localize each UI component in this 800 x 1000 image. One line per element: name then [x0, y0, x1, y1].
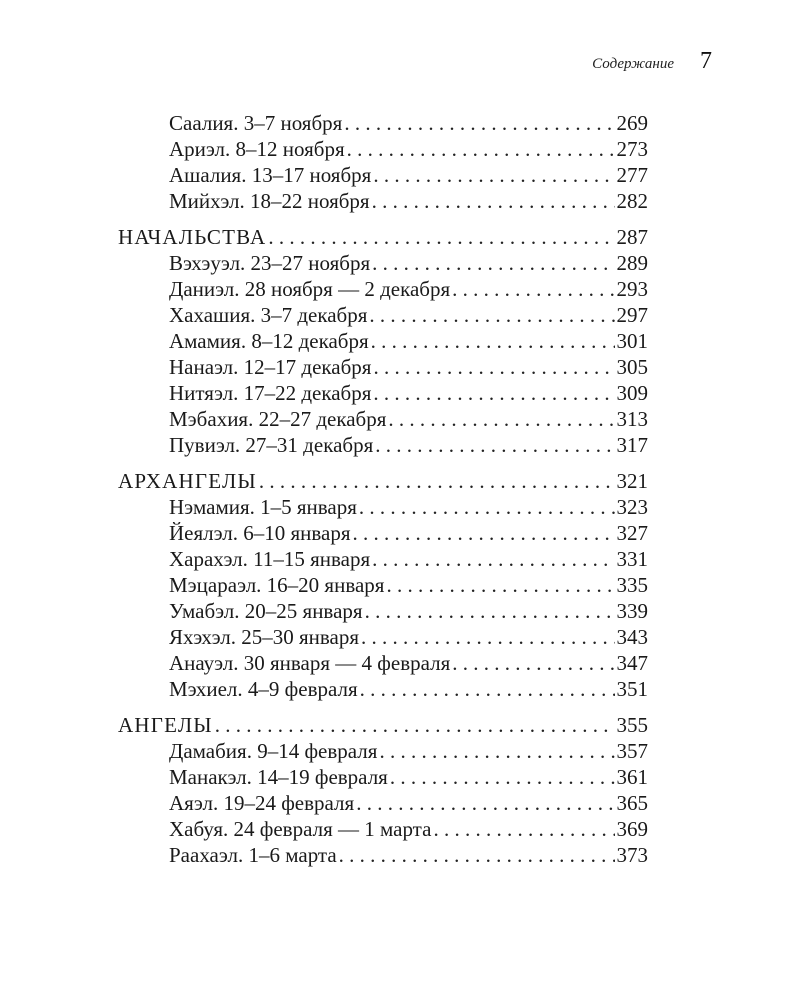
toc-entry-title: Пувиэл. 27–31 декабря: [169, 433, 374, 457]
toc-entry-title: Харахэл. 11–15 января: [169, 547, 371, 571]
toc-page-number: 335: [616, 573, 648, 597]
toc-entry[interactable]: [118, 624, 648, 650]
dot-leader: [347, 136, 615, 162]
toc-entry[interactable]: [118, 432, 648, 458]
toc-entry-title: Умабэл. 20–25 января: [169, 599, 363, 623]
dot-leader: [359, 494, 615, 520]
toc-entry[interactable]: [118, 380, 648, 406]
toc-entry[interactable]: [118, 188, 648, 214]
dot-leader: [259, 468, 615, 494]
toc-entry-title: АРХАНГЕЛЫ: [118, 469, 257, 493]
toc-entry-title: Дамабия. 9–14 февраля: [169, 739, 378, 763]
toc-page-number: 339: [616, 599, 648, 623]
toc-entry-title: Раахаэл. 1–6 марта: [169, 843, 337, 867]
toc-entry[interactable]: [118, 494, 648, 520]
toc-entry[interactable]: [118, 842, 648, 868]
toc-page-number: 351: [616, 677, 648, 701]
toc-entry[interactable]: [118, 790, 648, 816]
toc-entry-title: Вэхэуэл. 23–27 ноября: [169, 251, 371, 275]
toc-page-number: 305: [616, 355, 648, 379]
toc-page-number: 373: [616, 843, 648, 867]
toc-entry[interactable]: [118, 136, 648, 162]
dot-leader: [344, 110, 614, 136]
toc-entry-title: Нанаэл. 12–17 декабря: [169, 355, 372, 379]
toc-page-number: 293: [616, 277, 648, 301]
toc-entry-title: Ашалия. 13–17 ноября: [169, 163, 372, 187]
toc-entry[interactable]: [118, 302, 648, 328]
dot-leader: [365, 598, 615, 624]
toc-entry-title: Ариэл. 8–12 ноября: [169, 137, 345, 161]
dot-leader: [353, 520, 615, 546]
dot-leader: [372, 546, 614, 572]
dot-leader: [379, 738, 614, 764]
toc-entry[interactable]: [118, 676, 648, 702]
dot-leader: [356, 790, 614, 816]
dot-leader: [433, 816, 614, 842]
dot-leader: [373, 380, 614, 406]
toc-section-group: [118, 712, 648, 868]
toc-page-number: 361: [616, 765, 648, 789]
toc-page-number: 321: [616, 469, 648, 493]
toc-entry[interactable]: [118, 406, 648, 432]
dot-leader: [360, 676, 615, 702]
toc-page-number: 327: [616, 521, 648, 545]
running-title: Содержание: [592, 56, 674, 72]
toc-entry-title: Яхэхэл. 25–30 января: [169, 625, 360, 649]
dot-leader: [371, 328, 615, 354]
toc-entry-title: Хабуя. 24 февраля — 1 марта: [169, 817, 432, 841]
toc-section-heading[interactable]: [118, 224, 648, 250]
toc-page-number: 309: [616, 381, 648, 405]
toc-entry-title: АНГЕЛЫ: [118, 713, 213, 737]
dot-leader: [452, 276, 614, 302]
toc-section-group: [118, 468, 648, 702]
dot-leader: [372, 188, 615, 214]
toc-entry-title: Мийхэл. 18–22 ноября: [169, 189, 370, 213]
toc-page-number: 355: [616, 713, 648, 737]
toc-entry-title: Нитяэл. 17–22 декабря: [169, 381, 372, 405]
toc-page-number: 301: [616, 329, 648, 353]
dot-leader: [361, 624, 614, 650]
toc-page-number: 357: [616, 739, 648, 763]
toc-entry[interactable]: [118, 650, 648, 676]
toc-page-number: 287: [616, 225, 648, 249]
toc-page-number: 313: [616, 407, 648, 431]
toc-entry-title: НАЧАЛЬСТВА: [118, 225, 267, 249]
toc-entry-title: Хахашия. 3–7 декабря: [169, 303, 368, 327]
dot-leader: [386, 572, 614, 598]
toc-entry-title: Мэхиел. 4–9 февраля: [169, 677, 358, 701]
toc-entry[interactable]: [118, 110, 648, 136]
toc-page-number: 273: [616, 137, 648, 161]
toc-section-heading[interactable]: [118, 712, 648, 738]
toc-group-continued: [118, 110, 648, 214]
toc-entry[interactable]: [118, 572, 648, 598]
toc-entry-title: Саалия. 3–7 ноября: [169, 111, 343, 135]
toc-entry-title: Нэмамия. 1–5 января: [169, 495, 357, 519]
toc-section-heading[interactable]: [118, 468, 648, 494]
toc-page-number: 331: [616, 547, 648, 571]
page-number: 7: [700, 48, 712, 74]
toc-entry[interactable]: [118, 250, 648, 276]
toc-entry-title: Даниэл. 28 ноября — 2 декабря: [169, 277, 451, 301]
toc-entry-title: Мэцараэл. 16–20 января: [169, 573, 385, 597]
table-of-contents: [118, 110, 648, 878]
dot-leader: [372, 250, 614, 276]
toc-page-number: 289: [616, 251, 648, 275]
toc-entry-title: Мэбахия. 22–27 декабря: [169, 407, 387, 431]
toc-entry[interactable]: [118, 546, 648, 572]
dot-leader: [390, 764, 615, 790]
dot-leader: [215, 712, 615, 738]
toc-entry[interactable]: [118, 738, 648, 764]
toc-entry-title: Йеялэл. 6–10 января: [169, 521, 351, 545]
toc-entry-title: Амамия. 8–12 декабря: [169, 329, 369, 353]
toc-entry-title: Манакэл. 14–19 февраля: [169, 765, 388, 789]
toc-page-number: 277: [616, 163, 648, 187]
toc-entry-title: Анауэл. 30 января — 4 февраля: [169, 651, 451, 675]
toc-entry[interactable]: [118, 520, 648, 546]
dot-leader: [452, 650, 614, 676]
toc-entry[interactable]: [118, 598, 648, 624]
toc-page-number: 282: [616, 189, 648, 213]
toc-page-number: 269: [616, 111, 648, 135]
toc-section-group: [118, 224, 648, 458]
toc-page-number: 317: [616, 433, 648, 457]
dot-leader: [373, 162, 614, 188]
dot-leader: [268, 224, 614, 250]
toc-page-number: 347: [616, 651, 648, 675]
toc-page-number: 369: [616, 817, 648, 841]
dot-leader: [369, 302, 614, 328]
toc-page-number: 297: [616, 303, 648, 327]
toc-page-number: 365: [616, 791, 648, 815]
toc-entry[interactable]: [118, 816, 648, 842]
dot-leader: [339, 842, 615, 868]
toc-entry[interactable]: [118, 276, 648, 302]
toc-entry[interactable]: [118, 354, 648, 380]
toc-entry[interactable]: [118, 162, 648, 188]
toc-entry-title: Аяэл. 19–24 февраля: [169, 791, 355, 815]
toc-entry[interactable]: [118, 328, 648, 354]
toc-entry[interactable]: [118, 764, 648, 790]
dot-leader: [375, 432, 614, 458]
toc-page-number: 323: [616, 495, 648, 519]
running-head: [592, 48, 712, 75]
dot-leader: [373, 354, 614, 380]
dot-leader: [388, 406, 614, 432]
toc-page-number: 343: [616, 625, 648, 649]
